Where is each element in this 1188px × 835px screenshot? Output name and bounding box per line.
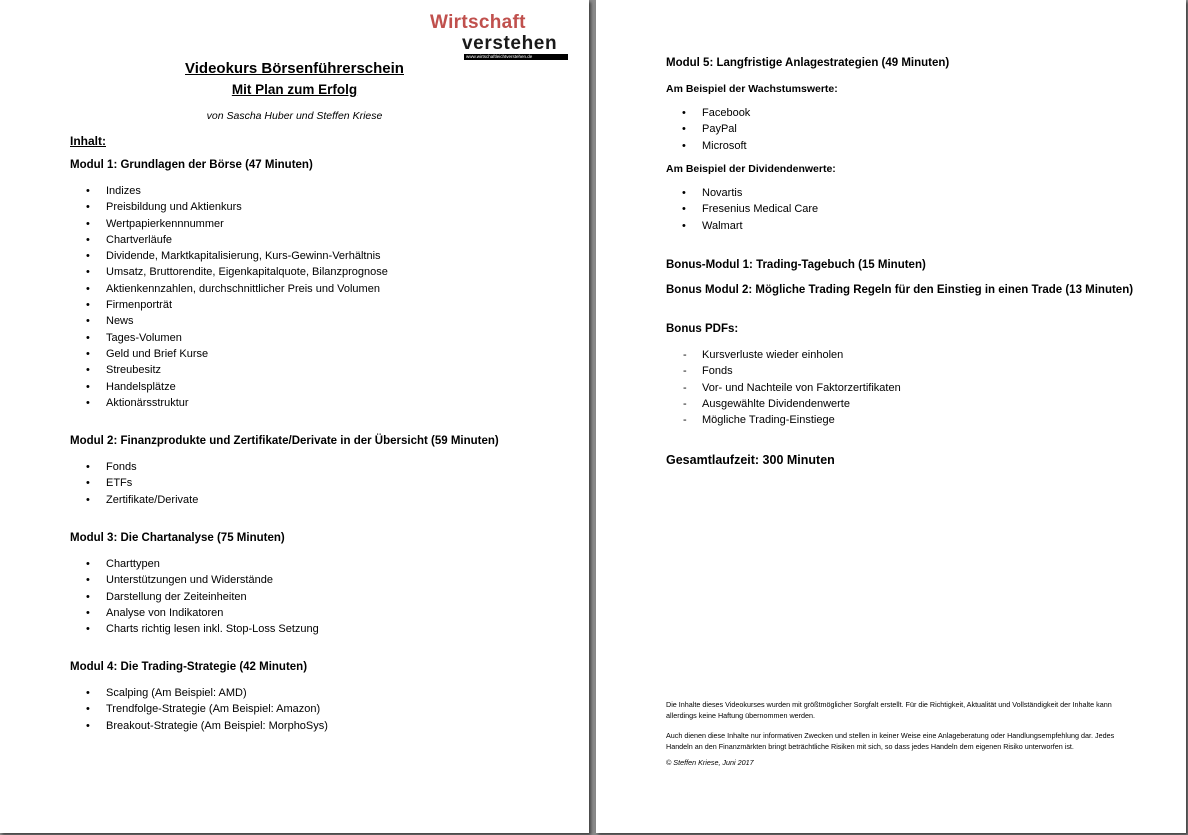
module-2-heading: Modul 2: Finanzprodukte und Zertifikate/Derivate in der Übersicht (59 Minuten) — [70, 435, 499, 447]
list-item — [666, 380, 901, 396]
list-item — [70, 248, 388, 264]
list-item — [666, 363, 901, 379]
list-item-label: Kursverluste wieder einholen — [702, 349, 844, 361]
list-item-label: Darstellung der Zeiteinheiten — [106, 590, 247, 603]
document-author: von Sascha Huber und Steffen Kriese — [206, 110, 383, 122]
bullet-icon: • — [86, 461, 90, 473]
list-item-label: Aktionärsstruktur — [106, 396, 189, 409]
growth-stocks-heading: Am Beispiel der Wachstumswerte: — [666, 83, 838, 95]
list-item-label: Firmenporträt — [106, 299, 173, 312]
list-item-label: Charttypen — [106, 558, 160, 570]
bullet-icon: • — [86, 185, 90, 197]
list-item-label: Fresenius Medical Care — [702, 203, 819, 216]
list-item — [70, 701, 328, 717]
list-item — [70, 492, 198, 508]
bullet-icon: • — [86, 364, 90, 377]
bullet-icon: • — [86, 299, 90, 312]
list-item — [666, 347, 901, 363]
list-item-label: Tages-Volumen — [106, 331, 182, 344]
bullet-icon: • — [86, 493, 90, 506]
list-item — [666, 412, 901, 428]
bullet-icon: • — [86, 347, 90, 360]
list-item — [666, 201, 818, 217]
list-item — [70, 183, 388, 199]
list-item — [70, 572, 319, 588]
bullet-icon: • — [682, 107, 686, 119]
bullet-icon: • — [86, 201, 90, 214]
module-2-list — [70, 459, 198, 508]
list-item-label: Ausgewählte Dividendenwerte — [702, 397, 850, 410]
dash-icon: - — [683, 349, 687, 361]
list-item-label: Mögliche Trading-Einstiege — [702, 414, 835, 427]
list-item-label: Unterstützungen und Widerstände — [106, 574, 273, 587]
list-item — [70, 459, 198, 475]
copyright-notice: © Steffen Kriese, Juni 2017 — [666, 758, 754, 767]
bullet-icon: • — [682, 123, 686, 136]
list-item-label: Dividende, Marktkapitalisierung, Kurs-Gewinn-Verhältnis — [106, 250, 381, 263]
list-item-label: News — [106, 315, 134, 328]
dash-icon: - — [683, 397, 687, 410]
document-page-1 — [0, 0, 589, 833]
list-item-label: Scalping (Am Beispiel: AMD) — [106, 687, 247, 699]
list-item — [70, 685, 328, 701]
bullet-icon: • — [86, 623, 90, 636]
list-item — [666, 396, 901, 412]
list-item-label: Umsatz, Bruttorendite, Eigenkapitalquote, Bilanzprognose — [106, 266, 388, 279]
growth-stocks-list — [666, 105, 750, 154]
total-runtime: Gesamtlaufzeit: 300 Minuten — [666, 453, 835, 467]
list-item-label: Streubesitz — [106, 364, 162, 377]
list-item-label: Chartverläufe — [106, 233, 173, 246]
document-title: Videokurs Börsenführerschein — [185, 60, 404, 77]
bullet-icon: • — [86, 250, 90, 263]
bullet-icon: • — [86, 687, 90, 699]
list-item — [70, 395, 388, 411]
bullet-icon: • — [86, 266, 90, 279]
bullet-icon: • — [86, 703, 90, 716]
list-item — [70, 216, 388, 232]
logo-line-2: verstehen — [462, 33, 558, 54]
list-item — [70, 605, 319, 621]
list-item — [70, 379, 388, 395]
list-item — [70, 199, 388, 215]
list-item-label: Preisbildung und Aktienkurs — [106, 201, 242, 214]
disclaimer-paragraph-1: Die Inhalte dieses Videokurses wurden mit größtmöglicher Sorgfalt erstellt. Für die Richtigkeit, Aktualität und Vollständigkeit der Inhalte kann allerdings keine Haftung übernommen werden. — [666, 700, 1112, 720]
module-3-list — [70, 556, 319, 637]
list-item — [666, 121, 750, 137]
list-item — [70, 346, 388, 362]
module-4-heading: Modul 4: Die Trading-Strategie (42 Minuten) — [70, 661, 308, 673]
dividend-stocks-heading: Am Beispiel der Dividendenwerte: — [666, 163, 836, 175]
disclaimer-paragraph-2: Auch dienen diese Inhalte nur informativen Zwecken und stellen in keiner Weise eine Anlageberatung oder Handlungsempfehlung dar. Jedes Handeln an den Finanzmärkten bringt beträchtliche Risiken mit sich, so dass jedes Handeln dem eigenen Risiko unterworfen ist. — [666, 731, 1115, 751]
module-5-heading: Modul 5: Langfristige Anlagestrategien (49 Minuten) — [666, 57, 950, 69]
logo-url: www.wirtschaftleichtverstehen.de — [466, 54, 533, 59]
list-item-label: Indizes — [106, 185, 141, 197]
logo-line-1: Wirtschaft — [430, 12, 526, 33]
list-item — [70, 589, 319, 605]
list-item-label: Walmart — [702, 219, 743, 232]
list-item — [70, 330, 388, 346]
bonus-pdfs-heading: Bonus PDFs: — [666, 323, 739, 335]
list-item-label: Trendfolge-Strategie (Am Beispiel: Amazon) — [106, 703, 321, 716]
list-item — [70, 556, 319, 572]
list-item-label: Novartis — [702, 187, 743, 199]
list-item — [70, 621, 319, 637]
list-item — [70, 362, 388, 378]
bullet-icon: • — [86, 558, 90, 570]
module-1-list — [70, 183, 388, 411]
bullet-icon: • — [682, 219, 686, 232]
list-item — [70, 475, 198, 491]
bullet-icon: • — [86, 606, 90, 619]
dash-icon: - — [683, 414, 687, 427]
document-page-2 — [596, 0, 1186, 833]
list-item — [666, 105, 750, 121]
list-item-label: Handelsplätze — [106, 380, 176, 393]
bonus-module-1-heading: Bonus-Modul 1: Trading-Tagebuch (15 Minuten) — [666, 259, 926, 271]
dash-icon: - — [683, 365, 687, 378]
list-item — [70, 313, 388, 329]
list-item-label: Microsoft — [702, 139, 747, 152]
list-item-label: Analyse von Indikatoren — [106, 606, 224, 619]
list-item — [70, 297, 388, 313]
document-subtitle: Mit Plan zum Erfolg — [231, 82, 358, 97]
bullet-icon: • — [86, 217, 90, 230]
dash-icon: - — [683, 381, 687, 394]
list-item-label: Facebook — [702, 107, 751, 119]
list-item — [666, 218, 818, 234]
bullet-icon: • — [86, 380, 90, 393]
bullet-icon: • — [682, 139, 686, 152]
list-item-label: Wertpapierkennnummer — [106, 217, 224, 230]
list-item — [666, 185, 818, 201]
module-4-list — [70, 685, 328, 734]
list-item — [666, 138, 750, 154]
list-item-label: Zertifikate/Derivate — [106, 493, 199, 506]
bullet-icon: • — [86, 574, 90, 587]
list-item-label: Fonds — [106, 461, 137, 473]
module-1-heading: Modul 1: Grundlagen der Börse (47 Minuten) — [70, 159, 313, 171]
bullet-icon: • — [86, 590, 90, 603]
module-3-heading: Modul 3: Die Chartanalyse (75 Minuten) — [70, 532, 285, 544]
bullet-icon: • — [86, 331, 90, 344]
bullet-icon: • — [682, 203, 686, 216]
bullet-icon: • — [682, 187, 686, 199]
bullet-icon: • — [86, 282, 90, 295]
brand-logo — [430, 12, 570, 64]
bullet-icon: • — [86, 477, 90, 490]
bullet-icon: • — [86, 719, 90, 732]
list-item-label: Fonds — [702, 365, 733, 378]
list-item — [70, 281, 388, 297]
list-item-label: Charts richtig lesen inkl. Stop-Loss Setzung — [106, 623, 319, 636]
list-item-label: Aktienkennzahlen, durchschnittlicher Preis und Volumen — [106, 282, 380, 295]
bullet-icon: • — [86, 233, 90, 246]
list-item-label: ETFs — [106, 477, 133, 490]
list-item — [70, 718, 328, 734]
contents-heading: Inhalt: — [70, 134, 106, 148]
bonus-pdfs-list — [666, 347, 901, 428]
list-item — [70, 232, 388, 248]
bonus-module-2-heading: Bonus Modul 2: Mögliche Trading Regeln für den Einstieg in einen Trade (13 Minuten) — [666, 284, 1134, 296]
list-item — [70, 264, 388, 280]
list-item-label: Breakout-Strategie (Am Beispiel: MorphoSys) — [106, 719, 328, 732]
list-item-label: Geld und Brief Kurse — [106, 347, 209, 360]
list-item-label: Vor- und Nachteile von Faktorzertifikaten — [702, 381, 901, 394]
list-item-label: PayPal — [702, 123, 737, 136]
bullet-icon: • — [86, 396, 90, 409]
dividend-stocks-list — [666, 185, 818, 234]
bullet-icon: • — [86, 315, 90, 328]
